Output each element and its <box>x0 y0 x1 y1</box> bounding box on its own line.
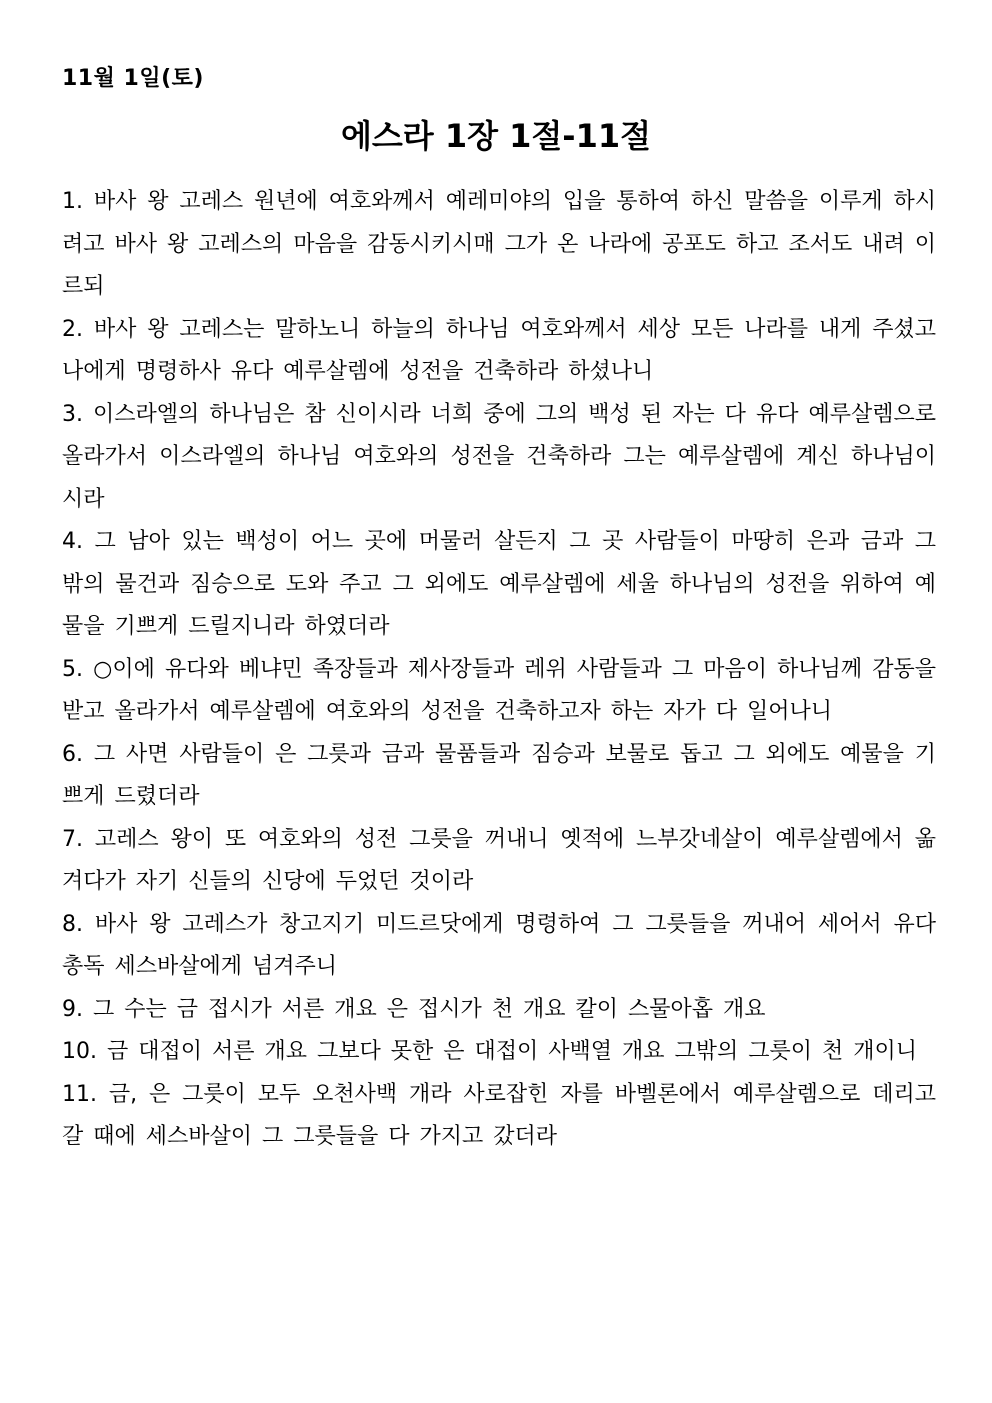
verse-7: 7. 고레스 왕이 또 여호와의 성전 그릇을 꺼내니 옛적에 느부갓네살이 예루살렘에서 옮겨다가 자기 신들의 신당에 두었던 것이라 <box>62 826 936 894</box>
date-label: 11월 1일(토) <box>62 66 204 91</box>
verse-9: 9. 그 수는 금 접시가 서른 개요 은 접시가 천 개요 칼이 스물아홉 개요 <box>62 996 766 1022</box>
verse-2: 2. 바사 왕 고레스는 말하노니 하늘의 하나님 여호와께서 세상 모든 나라를 내게 주셨고 나에게 명령하사 유다 예루살렘에 성전을 건축하라 하셨나니 <box>62 316 936 384</box>
verse-list <box>62 181 936 1159</box>
verse-8: 8. 바사 왕 고레스가 창고지기 미드르닷에게 명령하여 그 그릇들을 꺼내어 세어서 유다 총독 세스바살에게 넘겨주니 <box>62 911 936 979</box>
verse-11: 11. 금, 은 그릇이 모두 오천사백 개라 사로잡힌 자를 바벨론에서 예루살렘으로 데리고 갈 때에 세스바살이 그 그릇들을 다 가지고 갔더라 <box>62 1081 936 1149</box>
verse-5: 5. ○이에 유다와 베냐민 족장들과 제사장들과 레위 사람들과 그 마음이 하나님께 감동을 받고 올라가서 예루살렘에 여호와의 성전을 건축하고자 하는 자가 다 일어나니 <box>62 656 936 724</box>
verse-6: 6. 그 사면 사람들이 은 그릇과 금과 물품들과 짐승과 보물로 돕고 그 외에도 예물을 기쁘게 드렸더라 <box>62 741 936 809</box>
verse-3: 3. 이스라엘의 하나님은 참 신이시라 너희 중에 그의 백성 된 자는 다 유다 예루살렘으로 올라가서 이스라엘의 하나님 여호와의 성전을 건축하라 그는 예루살렘에 계신 하나님이시라 <box>62 401 936 512</box>
page-title: 에스라 1장 1절-11절 <box>340 117 652 155</box>
verse-10: 10. 금 대접이 서른 개요 그보다 못한 은 대접이 사백열 개요 그밖의 그릇이 천 개이니 <box>62 1039 917 1064</box>
verse-1: 1. 바사 왕 고레스 원년에 여호와께서 예레미야의 입을 통하여 하신 말씀을 이루게 하시려고 바사 왕 고레스의 마음을 감동시키시매 그가 온 나라에 공포도 하고 조서도 내려 이르되 <box>62 189 936 299</box>
verse-4: 4. 그 남아 있는 백성이 어느 곳에 머물러 살든지 그 곳 사람들이 마땅히 은과 금과 그 밖의 물건과 짐승으로 도와 주고 그 외에도 예루살렘에 세울 하나님의 성전을 위하여 예물을 기쁘게 드릴지니라 하였더라 <box>62 529 936 639</box>
